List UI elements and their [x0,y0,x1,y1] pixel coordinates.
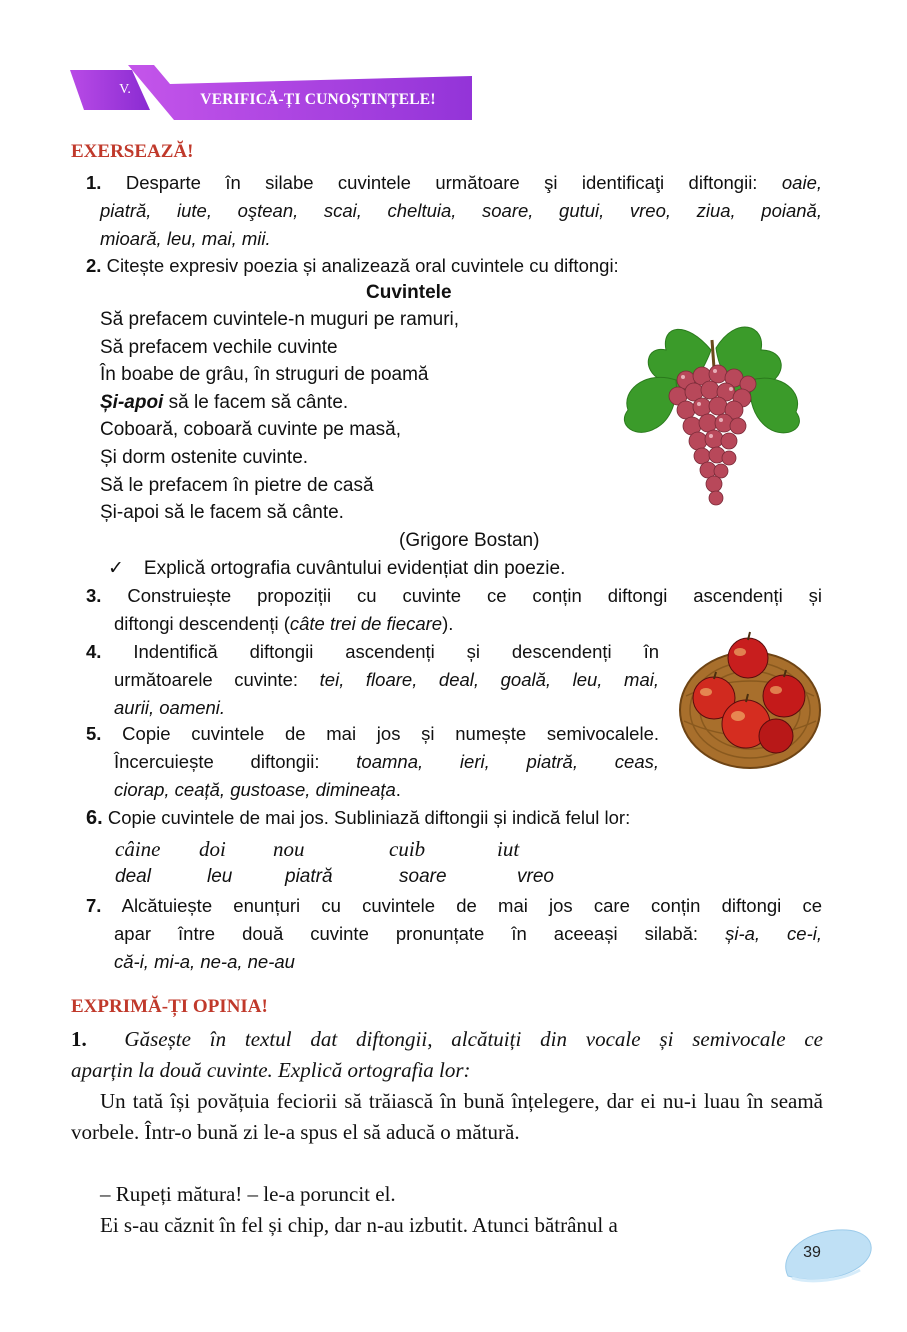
check-icon: ✓ [108,558,124,579]
poem-line: Să prefacem vechile cuvinte [100,336,338,358]
poem-line: Să prefacem cuvintele-n muguri pe ramuri, [100,309,460,330]
exercise-text: Citește expresiv poezia și analizează oral cuvintele cu diftongi: [106,255,619,276]
chapter-number: V. [119,82,131,97]
word: nou [273,837,305,861]
exercise-1 [86,169,822,253]
story-paragraph: Un tată își povățuia feciorii să trăiască în bună înțelegere, dar ei nu-i luau în seamă vorbele. Într-o bună zi le-a spus el să aducă o mătură. [71,1089,823,1144]
poem-title: Cuvintele [366,282,452,303]
exercise-text: Desparte în silabe cuvintele următoare şi identificaţi diftongii: [125,172,758,193]
apple-basket-image [676,626,824,774]
exercise-number: 5. [86,723,102,744]
section-heading-exprima: EXPRIMĂ-ȚI OPINIA! [71,996,268,1017]
section-heading-exerseaza: EXERSEAZĂ! [71,141,194,162]
word: doi [199,837,226,861]
word: câine [115,837,161,861]
poem-line: Să le prefacem în pietre de casă [100,474,374,496]
page-number: 39 [803,1244,821,1261]
word: soare [399,866,447,887]
word: deal [115,866,151,887]
chapter-banner [70,64,472,122]
exercise-number: 1. [71,1027,87,1051]
check-item [108,555,565,583]
exercise-6 [86,804,630,832]
opinion-exercise-1: 1. Găsește în textul dat diftongii, alcătuiți din vocale și semivocale ce aparțin la două cuvinte. Explică ortografia lor: [71,1027,824,1082]
story-paragraph: Ei s-au căznit în fel și chip, dar n-au izbutit. Atunci bătrânul a [100,1213,618,1237]
story-paragraph: – Rupeți mătura! – le-a poruncit el. [100,1182,396,1206]
poem-line: În boabe de grâu, în struguri de poamă [100,364,429,386]
exercise-words: piatră, iute, oştean, scai, cheltuia, soare, gutui, vreo, ziua, poiană, [100,200,822,221]
chapter-title: VERIFICĂ-ȚI CUNOȘTINȚELE! [200,91,436,108]
word: leu [207,866,233,887]
exercise-words: mioară, leu, mai, mii. [100,228,271,249]
exercise-7: 7. Alcătuiește enunțuri cu cuvintele de mai jos care conțin diftongi ce apar între două cuvinte pronunțate în aceeași silabă: și-a, ce-i, că-i, mi-a, ne-a, ne-au [86,895,822,972]
exercise-5: 5. Copie cuvintele de mai jos și numește semivocalele. Încercuiește diftongii: toamna, ieri, piatră, ceas, ciorap, ceață, gustoase, dimineața. [86,723,660,800]
word: vreo [517,866,554,887]
exercise-number: 4. [86,641,102,662]
exercise-3: 3. Construiește propoziții cu cuvinte ce conțin diftongi ascendenți și diftongi descendenți (câte trei de fiecare). [86,585,822,634]
word: iut [497,837,520,861]
check-text: Explică ortografia cuvântului evidențiat din poezie. [143,558,566,579]
exercise-number: 3. [86,585,102,606]
exercise-number: 6. [86,807,103,829]
exercise-number: 7. [86,895,102,916]
word: cuib [389,837,426,861]
word-row-1 [115,834,519,864]
highlighted-word: Și-apoi [100,391,164,413]
exercise-4: 4. Indentifică diftongii ascendenți și descendenți în următoarele cuvinte: tei, floare, deal, goală, leu, mai, aurii, oameni. [86,641,660,718]
poem-line: Coboară, coboară cuvinte pe masă, [100,419,402,441]
word: piatră [285,866,333,887]
exercise-2 [86,252,619,280]
poem-line: Și-apoi să le facem să cânte. [100,391,349,413]
exercise-number: 2. [86,255,102,276]
grapes-image [616,310,806,510]
word-row-2 [115,863,554,891]
exercise-text: Copie cuvintele de mai jos. Subliniază diftongii și indică felul lor: [107,807,631,828]
exercise-words: oaie, [781,172,822,193]
poem-line: Și-apoi să le facem să cânte. [100,502,344,524]
poem-author: (Grigore Bostan) [399,530,540,551]
poem [100,306,620,527]
poem-line: Și dorm ostenite cuvinte. [100,446,309,468]
exercise-number: 1. [86,172,102,193]
